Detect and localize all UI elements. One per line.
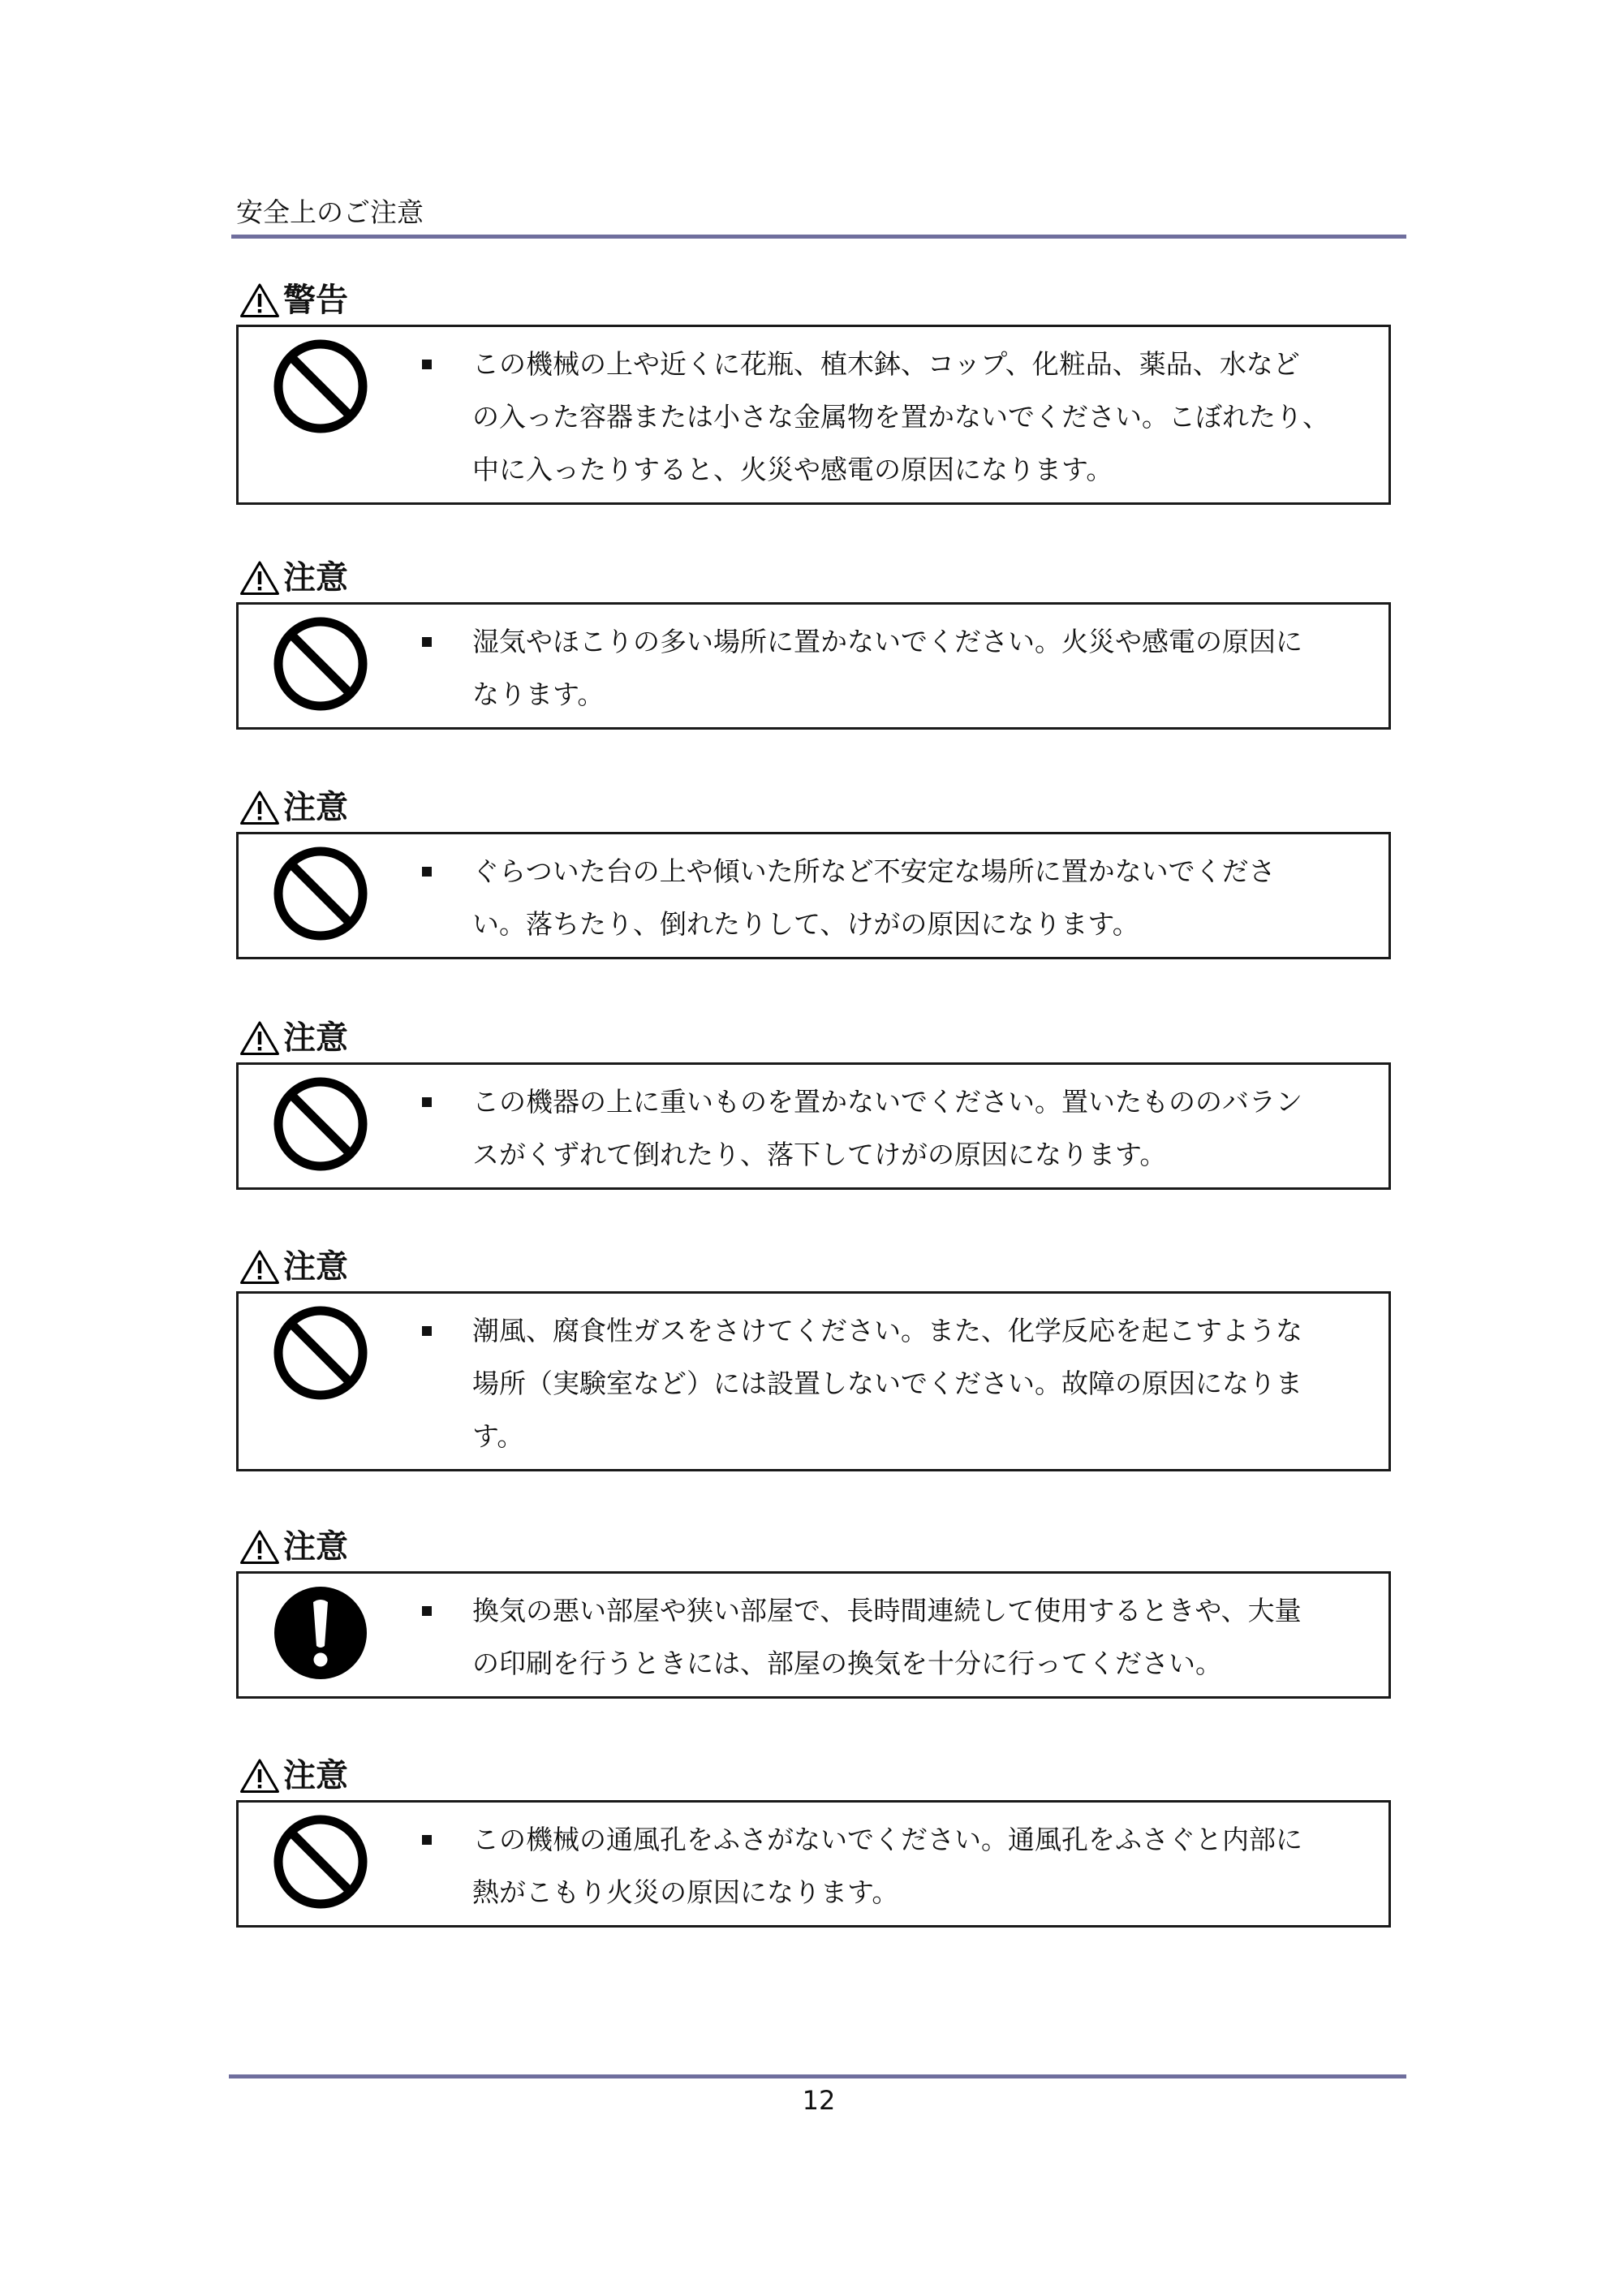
notice-text bbox=[472, 1813, 1379, 1919]
page-number: 12 bbox=[802, 2085, 836, 2116]
notice-text-line: 場所（実験室など）には設置しないでください。故障の原因になりま bbox=[472, 1368, 1302, 1399]
prohibition-icon bbox=[272, 845, 369, 942]
notice-text-line: 換気の悪い部屋や狭い部屋で、長時間連続して使用するときや、大量 bbox=[472, 1595, 1302, 1626]
caution-notice bbox=[236, 1243, 1391, 1471]
notice-heading bbox=[236, 1523, 1391, 1571]
bullet-marker bbox=[422, 1835, 432, 1845]
notice-text-line: 中に入ったりすると、火災や感電の原因になります。 bbox=[472, 454, 1113, 485]
notice-text-line: の入った容器または小さな金属物を置かないでください。こぼれたり、 bbox=[472, 401, 1329, 433]
notice-level-label: 注意 bbox=[283, 1757, 348, 1794]
notice-box bbox=[236, 602, 1391, 730]
prohibition-icon bbox=[272, 1304, 369, 1402]
caution-triangle-icon bbox=[239, 1020, 280, 1056]
notice-level-label: 警告 bbox=[283, 282, 348, 319]
notice-heading bbox=[236, 783, 1391, 832]
notice-level-label: 注意 bbox=[283, 789, 348, 826]
notice-text bbox=[472, 1584, 1379, 1690]
caution-notice bbox=[236, 783, 1391, 959]
page-header-title: 安全上のご注意 bbox=[236, 196, 424, 228]
notice-text-line: 潮風、腐食性ガスをさけてください。また、化学反応を起こすような bbox=[472, 1315, 1302, 1346]
notice-box bbox=[236, 832, 1391, 959]
caution-triangle-icon bbox=[239, 790, 280, 825]
notice-text-line: この機械の上や近くに花瓶、植木鉢、コップ、化粧品、薬品、水など bbox=[472, 348, 1300, 380]
notice-text-line: 湿気やほこりの多い場所に置かないでください。火災や感電の原因に bbox=[472, 626, 1302, 657]
prohibition-icon bbox=[272, 1813, 369, 1910]
notice-text-line: この機械の通風孔をふさがないでください。通風孔をふさぐと内部に bbox=[472, 1824, 1302, 1855]
bullet-marker bbox=[422, 360, 432, 369]
notice-box bbox=[236, 1571, 1391, 1699]
notice-heading bbox=[236, 276, 1391, 325]
prohibition-icon bbox=[272, 1075, 369, 1173]
notice-text bbox=[472, 1075, 1379, 1181]
notice-text-line: なります。 bbox=[472, 678, 605, 710]
notice-text bbox=[472, 1304, 1379, 1462]
notice-level-label: 注意 bbox=[283, 559, 348, 597]
notice-text-line: ぐらついた台の上や傾いた所など不安定な場所に置かないでくださ bbox=[472, 855, 1276, 887]
caution-triangle-icon bbox=[239, 282, 280, 318]
notice-level-label: 注意 bbox=[283, 1019, 348, 1057]
notice-level-label: 注意 bbox=[283, 1528, 348, 1566]
caution-notice bbox=[236, 1751, 1391, 1928]
footer-rule bbox=[229, 2074, 1406, 2078]
caution-triangle-icon bbox=[239, 1758, 280, 1794]
caution-triangle-icon bbox=[239, 1529, 280, 1565]
notice-text-line: スがくずれて倒れたり、落下してけがの原因になります。 bbox=[472, 1139, 1167, 1170]
notice-text-line: 熱がこもり火災の原因になります。 bbox=[472, 1876, 899, 1908]
bullet-marker bbox=[422, 1326, 432, 1336]
bullet-marker bbox=[422, 1097, 432, 1107]
notice-heading bbox=[236, 554, 1391, 602]
mandatory-action-icon bbox=[272, 1584, 369, 1682]
notice-box bbox=[236, 1062, 1391, 1190]
notice-box bbox=[236, 1800, 1391, 1928]
notice-text-line: い。落ちたり、倒れたりして、けがの原因になります。 bbox=[472, 908, 1139, 940]
caution-notice bbox=[236, 1014, 1391, 1190]
notice-heading bbox=[236, 1014, 1391, 1062]
prohibition-icon bbox=[272, 338, 369, 435]
bullet-marker bbox=[422, 867, 432, 877]
prohibition-icon bbox=[272, 615, 369, 713]
caution-notice bbox=[236, 1523, 1391, 1699]
header-rule bbox=[231, 235, 1406, 239]
caution-triangle-icon bbox=[239, 1249, 280, 1285]
notice-text-line: の印刷を行うときには、部屋の換気を十分に行ってください。 bbox=[472, 1648, 1222, 1679]
notice-text-line: す。 bbox=[472, 1420, 524, 1452]
bullet-marker bbox=[422, 1606, 432, 1616]
notice-box bbox=[236, 325, 1391, 505]
notice-text bbox=[472, 845, 1379, 950]
notice-heading bbox=[236, 1751, 1391, 1800]
bullet-marker bbox=[422, 637, 432, 647]
notice-heading bbox=[236, 1243, 1391, 1291]
caution-notice bbox=[236, 554, 1391, 730]
notice-text bbox=[472, 338, 1379, 496]
notice-text bbox=[472, 615, 1379, 721]
warning-notice bbox=[236, 276, 1391, 505]
notice-box bbox=[236, 1291, 1391, 1471]
notice-level-label: 注意 bbox=[283, 1248, 348, 1286]
notice-text-line: この機器の上に重いものを置かないでください。置いたもののバラン bbox=[472, 1086, 1302, 1118]
caution-triangle-icon bbox=[239, 560, 280, 596]
